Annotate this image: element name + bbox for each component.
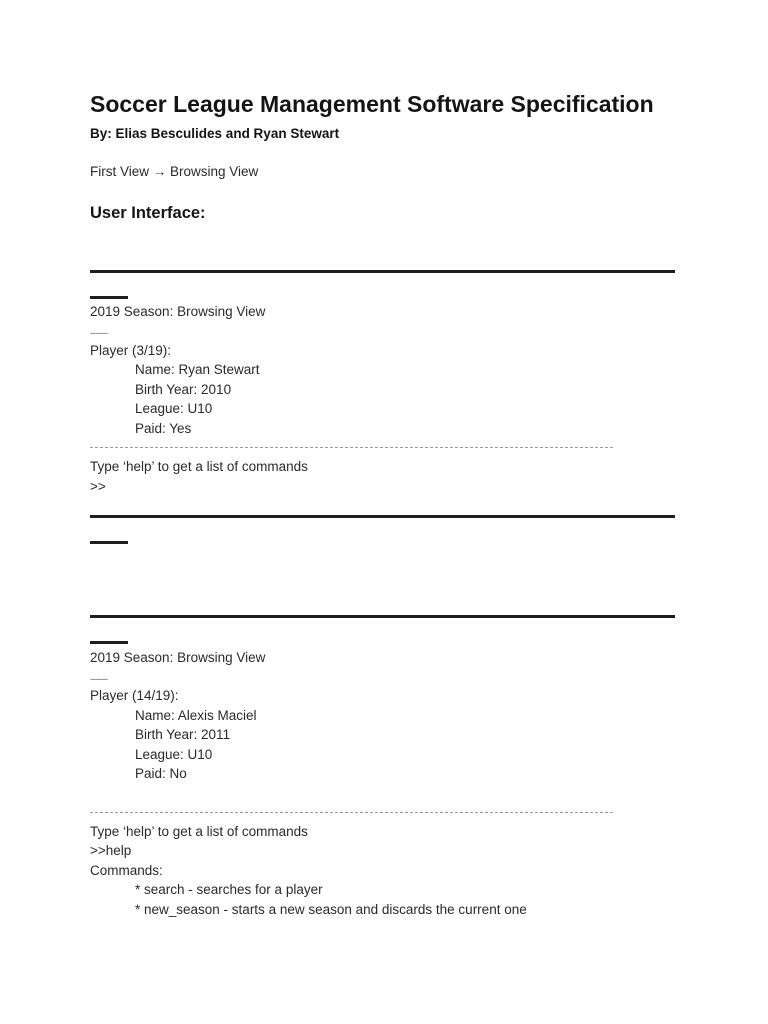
divider-line: [90, 515, 675, 518]
player-birth-year: Birth Year: 2011: [135, 727, 231, 742]
divider-line-wrap: [90, 641, 128, 644]
divider-line: [90, 615, 675, 618]
player-birth-year: Birth Year: 2010: [135, 382, 232, 397]
view-flow-text: First View → Browsing View: [90, 164, 259, 179]
season-view-label: 2019 Season: Browsing View: [90, 304, 266, 319]
player-counter: Player (3/19):: [90, 343, 172, 358]
player-paid: Paid: No: [135, 766, 187, 781]
divider-line-wrap: [90, 541, 128, 544]
player-name: Name: Alexis Maciel: [135, 708, 257, 723]
section-heading-user-interface: User Interface:: [90, 204, 206, 222]
divider-line-wrap: [90, 296, 128, 299]
season-view-label: 2019 Season: Browsing View: [90, 650, 266, 665]
dashed-separator: [90, 812, 613, 813]
help-hint: Type ‘help’ to get a list of commands: [90, 824, 308, 839]
page-title: Soccer League Management Software Specification: [90, 91, 654, 117]
command-prompt: >>: [90, 479, 106, 494]
dashed-separator: [90, 447, 613, 448]
commands-label: Commands:: [90, 863, 163, 878]
command-item-new-season: * new_season - starts a new season and discards the current one: [135, 902, 527, 917]
player-paid: Paid: Yes: [135, 421, 192, 436]
help-hint: Type ‘help’ to get a list of commands: [90, 459, 308, 474]
authors-byline: By: Elias Besculides and Ryan Stewart: [90, 126, 340, 141]
command-item-search: * search - searches for a player: [135, 882, 323, 897]
separator-dashes: -------: [90, 674, 108, 684]
separator-dashes: -------: [90, 328, 108, 338]
player-league: League: U10: [135, 747, 213, 762]
divider-line: [90, 270, 675, 273]
player-name: Name: Ryan Stewart: [135, 362, 260, 377]
player-counter: Player (14/19):: [90, 688, 179, 703]
command-prompt: >>help: [90, 843, 132, 858]
player-league: League: U10: [135, 401, 213, 416]
